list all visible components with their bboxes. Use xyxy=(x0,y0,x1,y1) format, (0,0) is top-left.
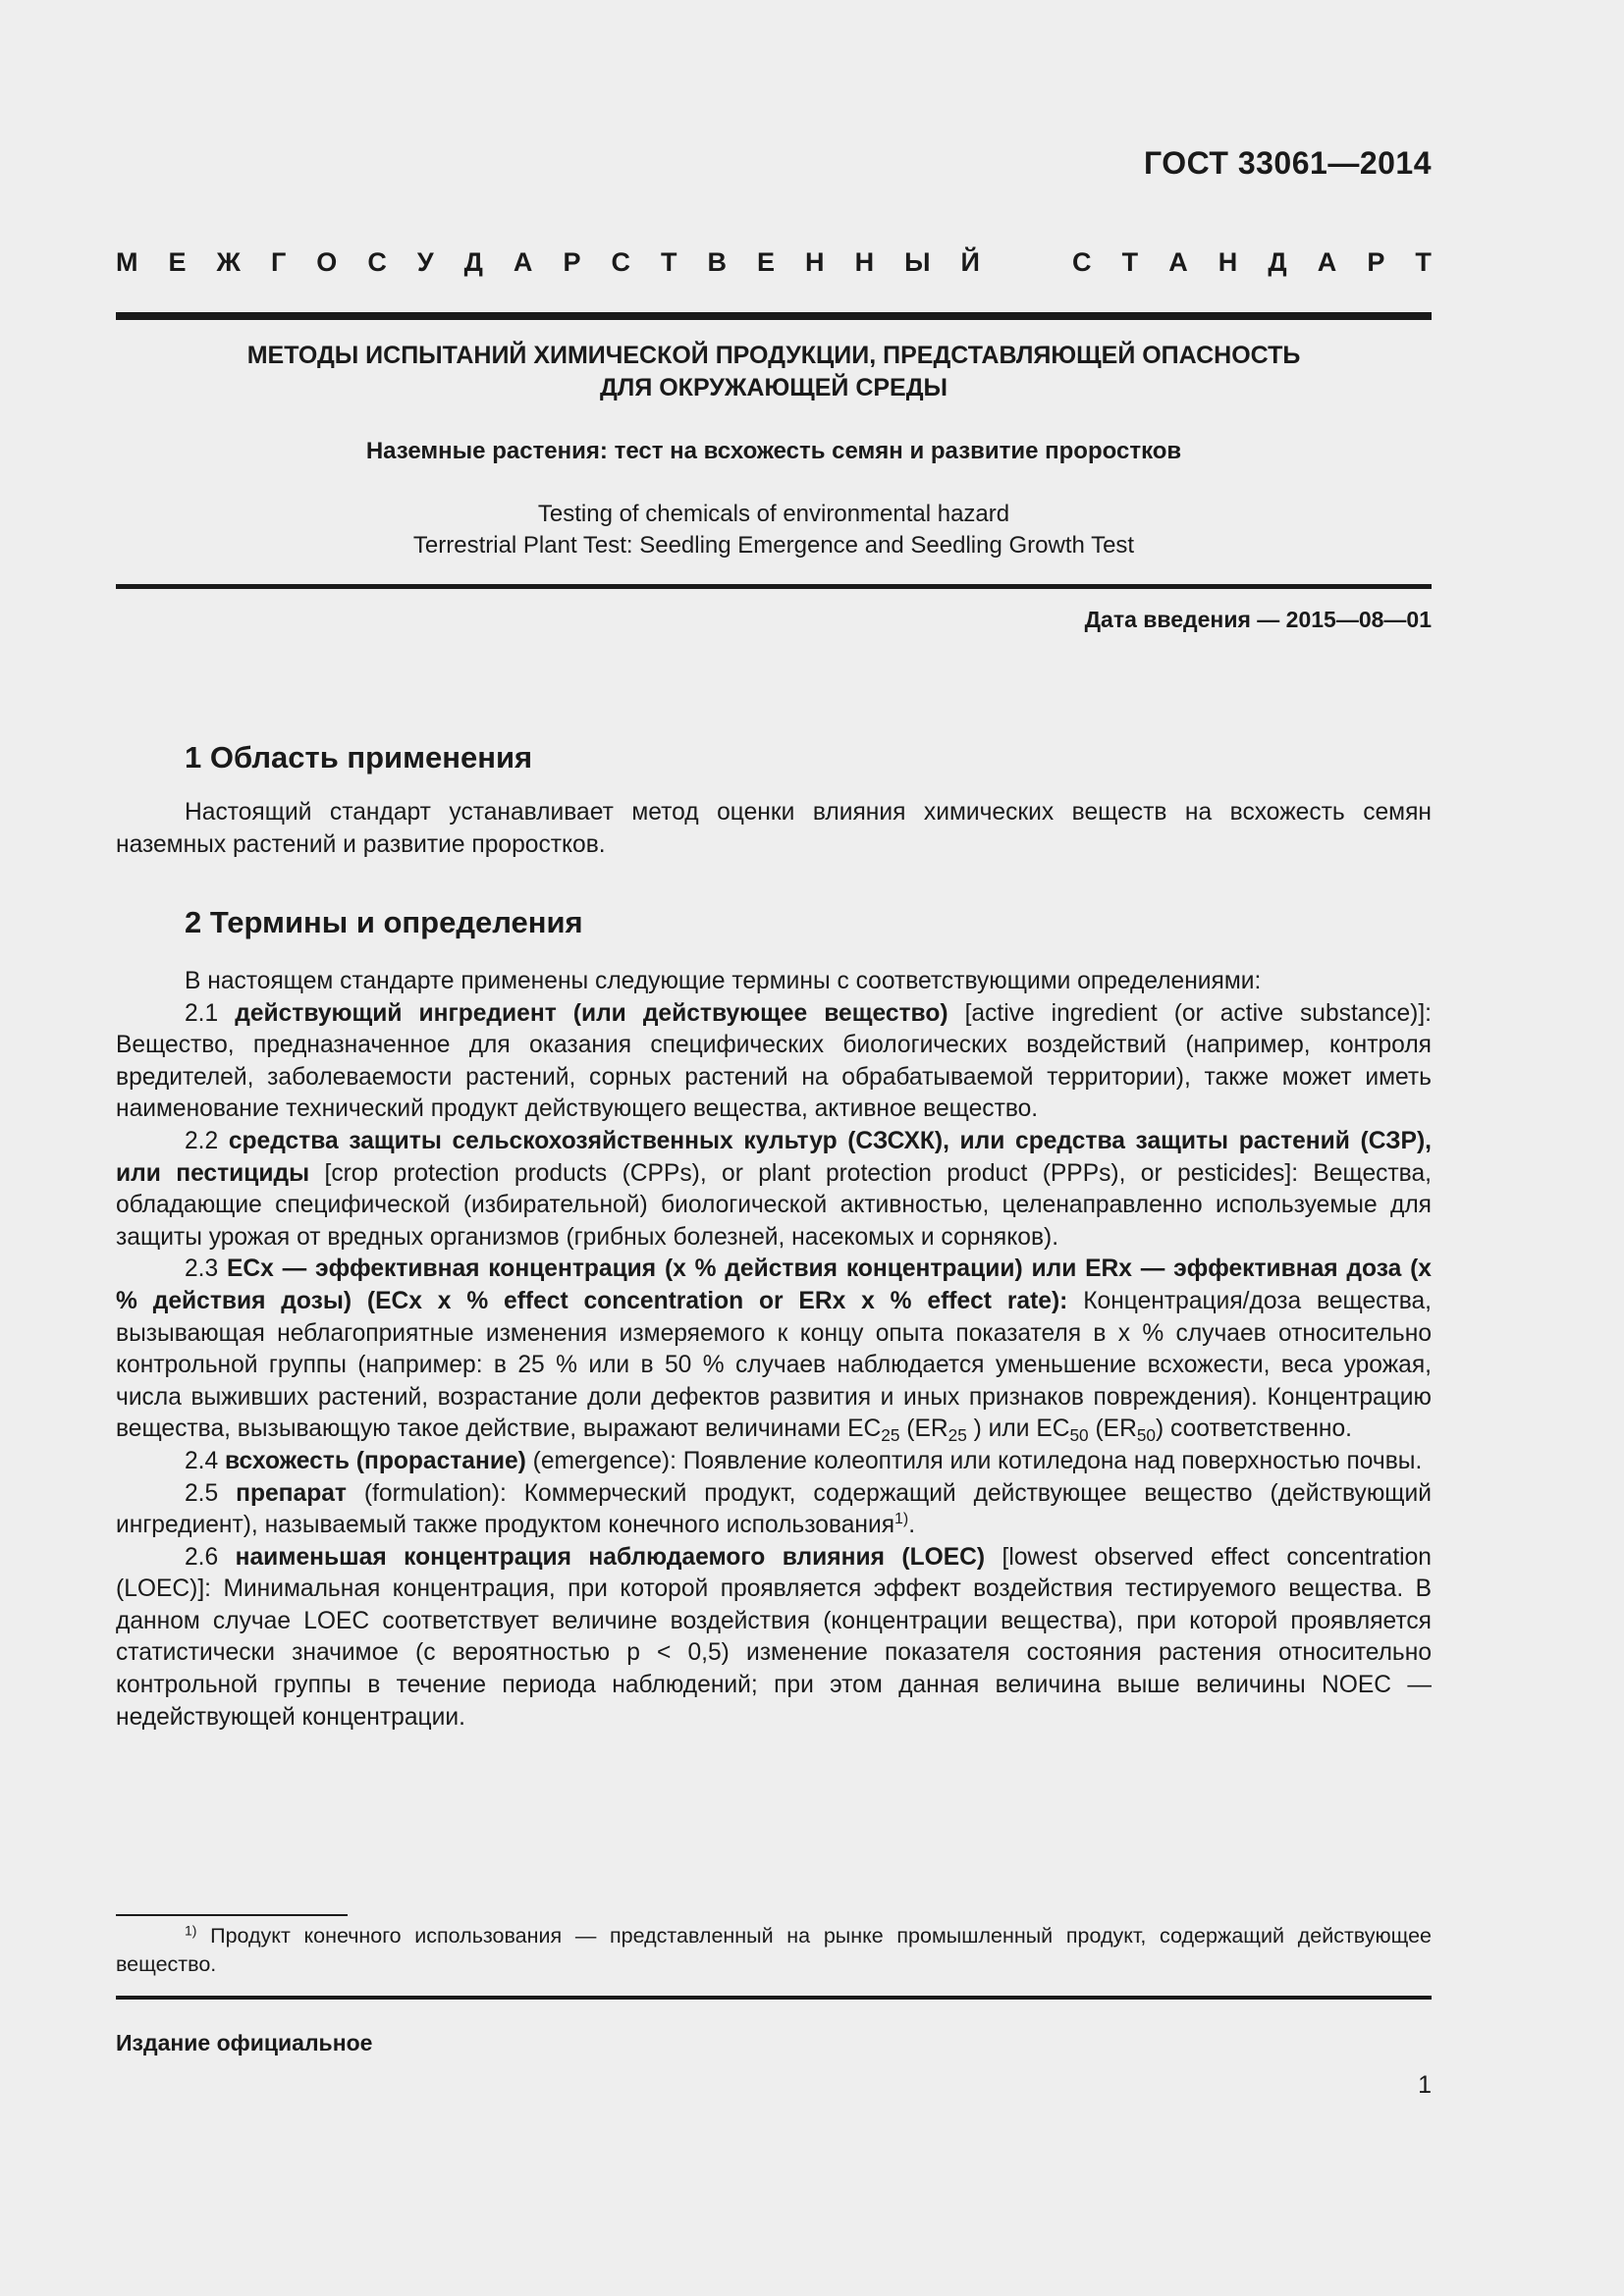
term-2-6 xyxy=(116,1542,1432,1735)
section-2-title: 2 Термины и определения xyxy=(185,905,583,939)
term-name: действующий ингредиент (или действующее вещество) xyxy=(235,999,948,1027)
term-definition: Концентрация/доза вещества, вызывающая неблагоприятные изменения измеряемого к концу опыта показателя в x % случаев относительно контрольной группы (например: в 25 % или в 50 % случаев наблюдается уменьшение всхожести, веса урожая, числа выживших растений, возрастание доли дефектов развития и иных признаков повреждения). Концентрацию вещества, вызывающую такое действие, выражают величинами xyxy=(116,1287,1432,1443)
term-2-5 xyxy=(116,1478,1432,1542)
er25-close: ) или xyxy=(966,1415,1037,1443)
section-1-title: 1 Область применения xyxy=(185,740,533,774)
heading-letter: Т xyxy=(1121,247,1139,277)
term-number: 2.1 xyxy=(185,999,236,1027)
term-name: всхожесть (прорастание) xyxy=(225,1447,526,1474)
standard-type-word1 xyxy=(116,247,980,278)
subtitle-russian: Наземные растения: тест на всхожесть семян и развитие проростков xyxy=(365,438,1182,464)
heading-letter: Т xyxy=(1415,247,1432,277)
term-2-4 xyxy=(116,1446,1432,1478)
footnote-reference[interactable]: 1) xyxy=(894,1511,909,1528)
section-2-body xyxy=(116,966,1432,1734)
heading-letter: А xyxy=(1317,247,1337,277)
term-name: ECx — эффективная концентрация (x % действия концентрации) или ERx — эффективная доза (x % действия дозы) (ECx x % effect concentration or ERx x % effect rate): xyxy=(116,1255,1432,1314)
heading-letter: Т xyxy=(660,247,677,277)
title-ru-line2: ДЛЯ ОКРУЖАЮЩЕЙ СРЕДЫ xyxy=(599,374,948,401)
heading-letter: Ж xyxy=(216,247,241,277)
heading-letter: Н xyxy=(805,247,825,277)
heading-letter: А xyxy=(1168,247,1188,277)
heading-letter: Й xyxy=(960,247,980,277)
term-name: наименьшая концентрация наблюдаемого влияния (LOEC) xyxy=(235,1543,986,1571)
heading-letter: С xyxy=(611,247,630,277)
heading-letter: С xyxy=(367,247,387,277)
heading-letter: М xyxy=(116,247,138,277)
footnote-mark: 1) xyxy=(185,1922,197,1939)
heading-letter: Е xyxy=(757,247,776,277)
heading-letter: Е xyxy=(168,247,187,277)
title-en-line1: Testing of chemicals of environmental hazard xyxy=(537,501,1010,527)
heading-letter: В xyxy=(707,247,727,277)
page-number: 1 xyxy=(1418,2071,1432,2099)
heading-letter: С xyxy=(1072,247,1092,277)
title-en-line2: Terrestrial Plant Test: Seedling Emergence and Seedling Growth Test xyxy=(412,532,1135,559)
title-rule xyxy=(116,584,1432,589)
heading-letter: Д xyxy=(463,247,483,277)
subscript-50: 50 xyxy=(1136,1425,1156,1446)
footer-rule xyxy=(116,1996,1432,2000)
term-definition: (emergence): Появление колеоптиля или котиледона над поверхностью почвы. xyxy=(525,1447,1423,1474)
footnote-text: Продукт конечного использования — представленный на рынке промышленный продукт, содержащий действующее вещество. xyxy=(116,1924,1432,1976)
heading-letter: У xyxy=(416,247,434,277)
footnote xyxy=(116,1922,1432,1979)
subscript-25: 25 xyxy=(947,1425,967,1446)
heading-letter: Н xyxy=(1218,247,1238,277)
title-english xyxy=(116,499,1432,561)
section-1-paragraph: Настоящий стандарт устанавливает метод оценки влияния химических веществ на всхожесть семян наземных растений и развитие проростков. xyxy=(116,799,1432,858)
standard-type-heading xyxy=(116,247,1432,278)
subscript-50: 50 xyxy=(1069,1425,1089,1446)
heading-letter: Р xyxy=(1367,247,1385,277)
term-number: 2.5 xyxy=(185,1479,237,1507)
term-2-3 xyxy=(116,1254,1432,1446)
er25-open: (ER xyxy=(899,1415,948,1443)
term-2-2 xyxy=(116,1126,1432,1254)
term-definition: (formulation): Коммерческий продукт, содержащий действующее вещество (действующий ингредиент), называемый также продуктом конечного использования xyxy=(116,1479,1432,1539)
title-russian xyxy=(116,340,1432,404)
footnote-separator xyxy=(116,1914,348,1916)
heading-letter: Г xyxy=(270,247,287,277)
document-code: ГОСТ 33061—2014 xyxy=(1143,145,1432,181)
heading-letter: Ы xyxy=(904,247,931,277)
introduction-date: Дата введения — 2015—08—01 xyxy=(1084,607,1432,632)
subscript-25: 25 xyxy=(881,1425,900,1446)
heading-letter: А xyxy=(513,247,533,277)
term-number: 2.3 xyxy=(185,1255,227,1283)
term-2-1 xyxy=(116,998,1432,1126)
term-definition-end: . xyxy=(908,1512,916,1539)
section-1-body xyxy=(116,797,1432,861)
term-definition-end: ) соответственно. xyxy=(1155,1415,1353,1443)
term-definition: [lowest observed effect concentration (LOEC)]: Минимальная концентрация, при которой проявляется эффект воздействия тестируемого вещества. В данном случае LOEC соответствует величине воздействия (концентрации вещества), при которой проявляется статистически значимое (с вероятностью p < 0,5) изменение показателя состояния растения относительно контрольной группы в течение периода наблюдений; при этом данная величина выше величины NOEC — недействующей концентрации. xyxy=(116,1543,1432,1731)
heading-letter: Н xyxy=(854,247,875,277)
edition-label: Издание официальное xyxy=(116,2030,373,2056)
heading-letter: Д xyxy=(1268,247,1287,277)
term-number: 2.2 xyxy=(185,1127,229,1154)
section-2-intro: В настоящем стандарте применены следующие термины с соответствующими определениями: xyxy=(185,968,1262,994)
title-ru-line1: МЕТОДЫ ИСПЫТАНИЙ ХИМИЧЕСКОЙ ПРОДУКЦИИ, ПРЕДСТАВЛЯЮЩЕЙ ОПАСНОСТЬ xyxy=(246,342,1301,369)
term-definition: [active ingredient (or active substance)]: Вещество, предназначенное для оказания специфических биологических воздействий (например, контроля вредителей, заболеваемости растений, сорных растений на обрабатываемой территории), также может иметь наименование технический продукт действующего вещества, активное вещество. xyxy=(116,999,1432,1123)
term-name: средства защиты сельскохозяйственных культур (СЗСХК), или средства защиты растений (СЗР), или пестициды xyxy=(116,1127,1432,1187)
heading-letter: О xyxy=(316,247,338,277)
term-definition: [crop protection products (CPPs), or plant protection product (PPPs), or pesticides]: Вещества, обладающие специфической (избирательной) биологической активностью, целенаправленно используемые для защиты урожая от вредных организмов (грибных болезней, насекомых и сорняков). xyxy=(116,1159,1432,1251)
term-name: препарат xyxy=(236,1479,347,1507)
heading-letter: Р xyxy=(563,247,581,277)
standard-type-word2 xyxy=(1072,247,1432,278)
term-number: 2.4 xyxy=(185,1447,226,1474)
term-number: 2.6 xyxy=(185,1543,236,1571)
ec50-symbol: EC xyxy=(1036,1415,1070,1443)
header-rule xyxy=(116,312,1432,320)
ec25-symbol: EC xyxy=(847,1415,882,1443)
er50-open: (ER xyxy=(1088,1415,1137,1443)
